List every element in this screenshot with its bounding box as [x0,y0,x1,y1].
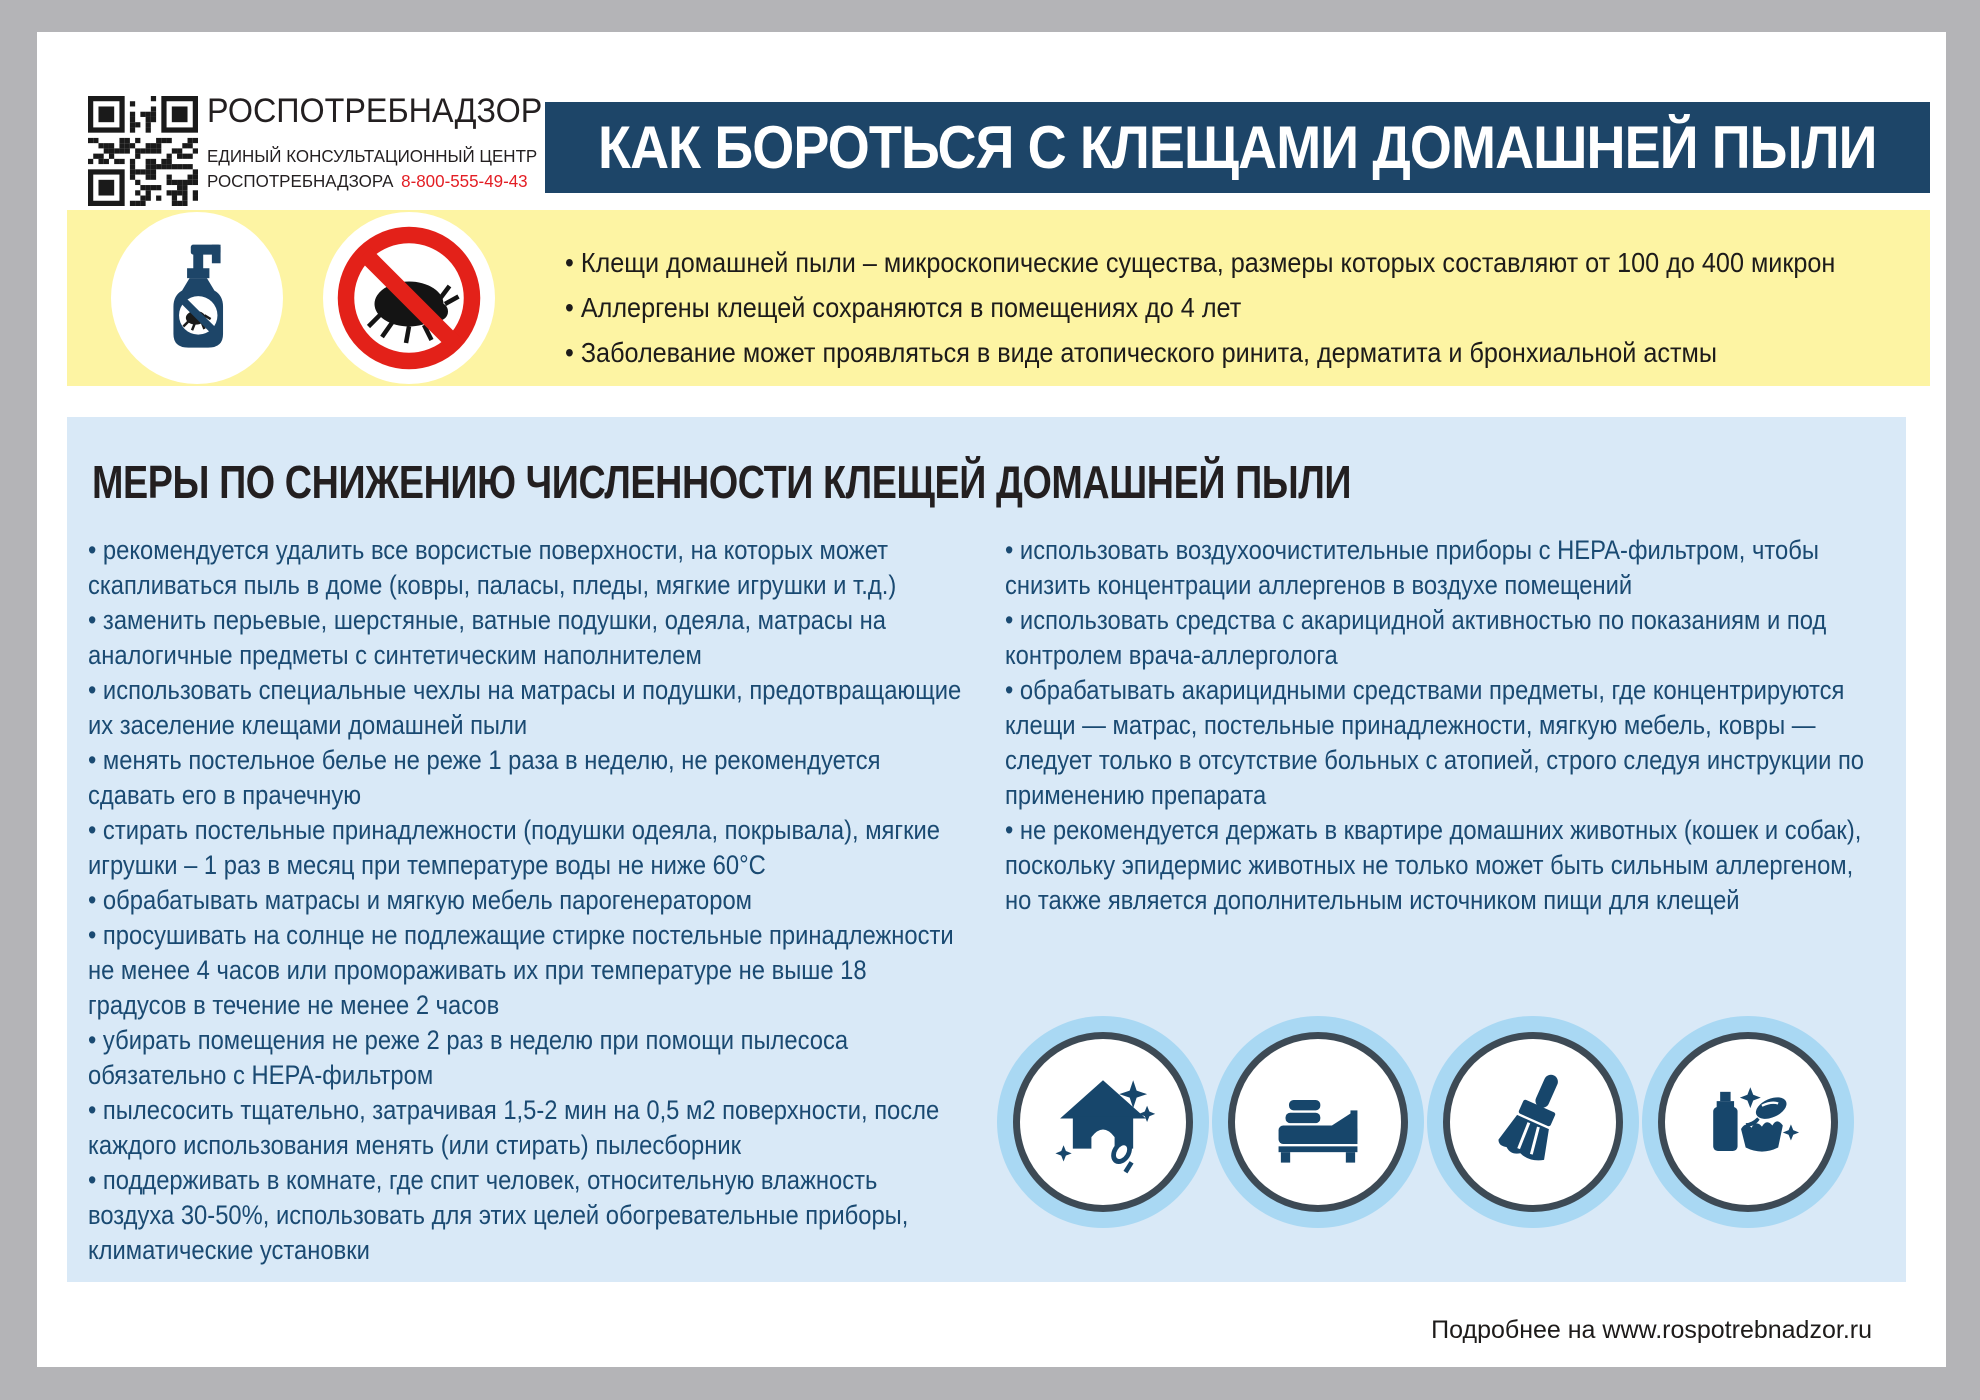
intro-bullets [565,240,1870,375]
clean-house-icon-inner [1013,1032,1193,1212]
measures-left-column [88,533,968,1268]
measure-item: • менять постельное белье не реже 1 раза в неделю, не рекомендуется сдавать его в прачечную [88,743,968,813]
measure-item: • рекомендуется удалить все ворсистые поверхности, на которых может скапливаться пыль в доме (ковры, паласы, пледы, мягкие игрушки и т.д.) [88,533,968,603]
org-subtitle-line1: ЕДИНЫЙ КОНСУЛЬТАЦИОННЫЙ ЦЕНТР [207,146,538,166]
laundry-detergent-wash-icon [1642,1016,1854,1228]
laundry-detergent-wash-icon-inner [1658,1032,1838,1212]
measure-item: • не рекомендуется держать в квартире домашних животных (кошек и собак), поскольку эпидермис животных не только может быть сильным аллергеном, но также является дополнительным источником пищи для клещей [1005,813,1885,918]
measure-item: • обрабатывать матрасы и мягкую мебель парогенератором [88,883,968,918]
measure-item: • просушивать на солнце не подлежащие стирке постельные принадлежности не менее 4 часов или промораживать их при температуре не выше 18 градусов в течение не менее 2 часов [88,918,968,1023]
measure-item: • использовать средства с акарицидной активностью по показаниям и под контролем врача-аллерголога [1005,603,1885,673]
intro-bullet: • Клещи домашней пыли – микроскопические существа, размеры которых составляют от 100 до 400 микрон [565,240,1870,285]
measure-item: • убирать помещения не реже 2 раз в неделю при помощи пылесоса обязательно с HEPA-фильтром [88,1023,968,1093]
poster-title: КАК БОРОТЬСЯ С КЛЕЩАМИ ДОМАШНЕЙ ПЫЛИ [598,114,1877,181]
sweeping-brush-icon [1427,1016,1639,1228]
measure-item: • обрабатывать акарицидными средствами предметы, где концентрируются клещи — матрас, постельные принадлежности, мягкую мебель, ковры — следует только в отсутствие больных с атопией, строго следуя инструкции по применению препарата [1005,673,1885,813]
bed-icon [1212,1016,1424,1228]
measures-heading: МЕРЫ ПО СНИЖЕНИЮ ЧИСЛЕННОСТИ КЛЕЩЕЙ ДОМАШНЕЙ ПЫЛИ [92,456,1352,508]
poster-card [37,32,1946,1367]
no-dust-mite-icon [323,212,495,384]
footer-more-info: Подробнее на www.rospotrebnadzor.ru [1431,1316,1872,1344]
intro-bullet: • Заболевание может проявляться в виде атопического ринита, дерматита и бронхиальной астмы [565,330,1870,375]
sweeping-brush-icon-inner [1443,1032,1623,1212]
hotline-phone: 8-800-555-49-43 [401,171,528,191]
soap-dispenser-no-mite-icon [111,212,283,384]
intro-bullet: • Аллергены клещей сохраняются в помещениях до 4 лет [565,285,1870,330]
bed-icon-inner [1228,1032,1408,1212]
prohibition-mite-icon [334,223,484,373]
measures-right-column [1005,533,1885,918]
qr-code [88,96,198,206]
measure-item: • стирать постельные принадлежности (подушки одеяла, покрывала), мягкие игрушки – 1 раз в месяц при температуре воды не ниже 60°С [88,813,968,883]
measure-item: • заменить перьевые, шерстяные, ватные подушки, одеяла, матрасы на аналогичные предметы с синтетическим наполнителем [88,603,968,673]
title-banner [545,102,1930,193]
org-name: РОСПОТРЕБНАДЗОР [207,92,543,130]
soap-dispenser-icon [135,236,259,360]
org-subtitle-label: РОСПОТРЕБНАДЗОРА [207,171,394,191]
measure-item: • использовать специальные чехлы на матрасы и подушки, предотвращающие их заселение клещами домашней пыли [88,673,968,743]
measure-item: • пылесосить тщательно, затрачивая 1,5-2 мин на 0,5 м2 поверхности, после каждого использования менять (или стирать) пылесборник [88,1093,968,1163]
measure-item: • использовать воздухоочистительные приборы с HEPA-фильтром, чтобы снизить концентрации аллергенов в воздухе помещений [1005,533,1885,603]
measures-panel [67,417,1906,1282]
org-subtitle-line2 [207,171,528,192]
measure-item: • поддерживать в комнате, где спит человек, относительную влажность воздуха 30-50%, использовать для этих целей обогревательные приборы, климатические установки [88,1163,968,1268]
intro-strip [67,210,1930,386]
clean-house-icon [997,1016,1209,1228]
